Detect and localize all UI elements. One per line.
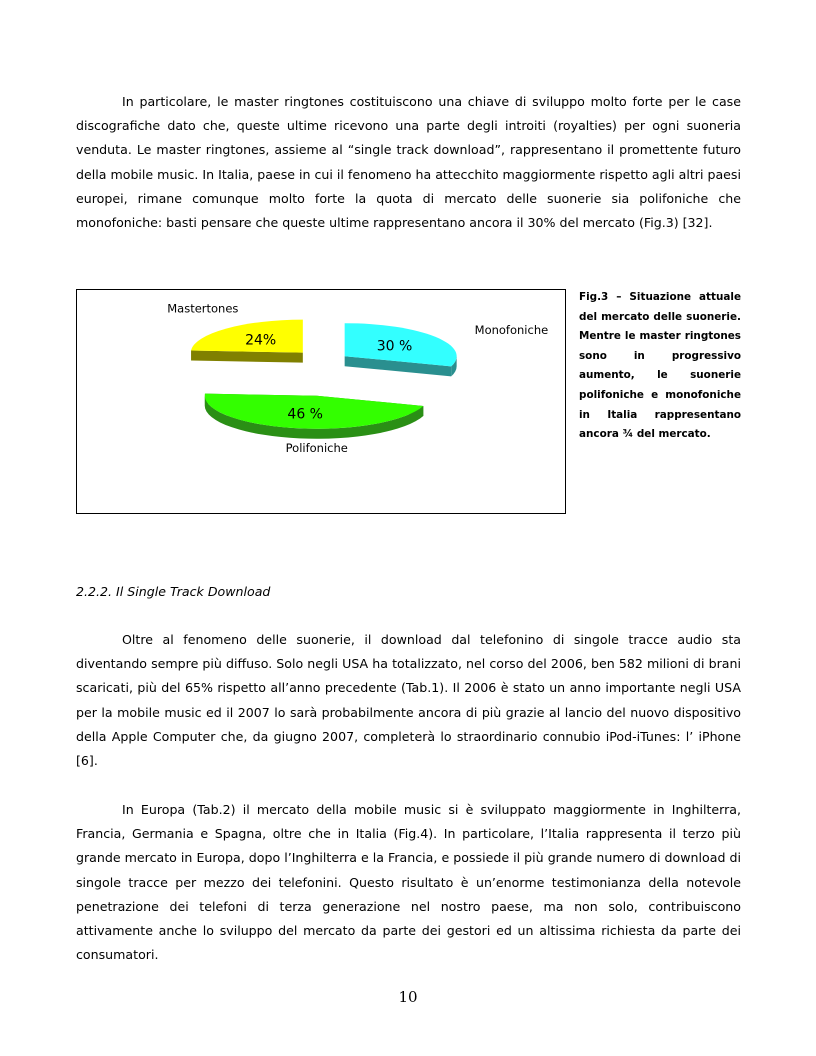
pie-category-label-monofoniche: Monofoniche xyxy=(474,323,549,338)
paragraph-text: Oltre al fenomeno delle suonerie, il download dal telefonino di singole tracce audio sta diventando sempre più diffuso. Solo negli USA ha totalizzato, nel corso del 2006, ben 582 milioni di brani scaricati, più del 65% rispetto all’anno precedente (Tab.1). Il 2006 è stato un anno importante negli USA per la mobile music ed il 2007 lo sarà probabilmente ancora di più grazie al lancio del nuovo dispositivo della Apple Computer che, da giugno 2007, completerà lo straordinario connubio iPod-iTunes: l’ iPhone [6]. xyxy=(76,632,741,769)
pie-slice-edge-mastertones-0 xyxy=(191,351,303,363)
pie-value-label-polifoniche: 46 % xyxy=(287,406,323,423)
pie-category-label-polifoniche: Polifoniche xyxy=(285,440,348,455)
paragraph-text: In particolare, le master ringtones costituiscono una chiave di sviluppo molto forte per le case discografiche dato che, queste ultime ricevono una parte degli introiti (royalties) per ogni suoneria venduta. Le master ringtones, assieme al “single track download”, rappresentano il promettente futuro della mobile music. In Italia, paese in cui il fenomeno ha attecchito maggiormente rispetto agli altri paesi europei, rimane comunque molto forte la quota di mercato delle suonerie sia polifoniche che monofoniche: basti pensare che queste ultime rappresentano ancora il 30% del mercato (Fig.3) [32]. xyxy=(76,94,741,231)
section-heading: 2.2.2. Il Single Track Download xyxy=(76,584,271,599)
paragraph-single-track xyxy=(76,628,741,773)
pie-category-label-mastertones: Mastertones xyxy=(167,301,239,316)
figure-caption: Fig.3 – Situazione attuale del mercato delle suonerie. Mentre le master ringtones sono in progressivo aumento, le suonerie polifoniche e monofoniche in Italia rappresentano ancora ¾ del mercato. xyxy=(579,291,741,441)
paragraph-europe xyxy=(76,798,741,967)
page-number: 10 xyxy=(398,988,418,1006)
pie-value-label-monofoniche: 30 % xyxy=(376,338,413,355)
pie-chart-figure xyxy=(76,289,566,514)
paragraph-text: In Europa (Tab.2) il mercato della mobile music si è sviluppato maggiormente in Inghilterra, Francia, Germania e Spagna, oltre che in Italia (Fig.4). In particolare, l’Italia rappresenta il terzo più grande mercato in Europa, dopo l’Inghilterra e la Francia, e possiede il più grande numero di download di singole tracce per mezzo dei telefonini. Questo risultato è un’enorme testimonianza della notevole penetrazione dei telefoni di terza generazione nel nostro paese, ma non solo, contribuiscono attivamente anche lo sviluppo del mercato da parte dei gestori ed un altissima richiesta da parte dei consumatori. xyxy=(76,802,741,963)
pie-value-label-mastertones: 24% xyxy=(245,332,277,349)
pie-chart xyxy=(77,290,567,515)
paragraph-ringtones xyxy=(76,90,741,235)
